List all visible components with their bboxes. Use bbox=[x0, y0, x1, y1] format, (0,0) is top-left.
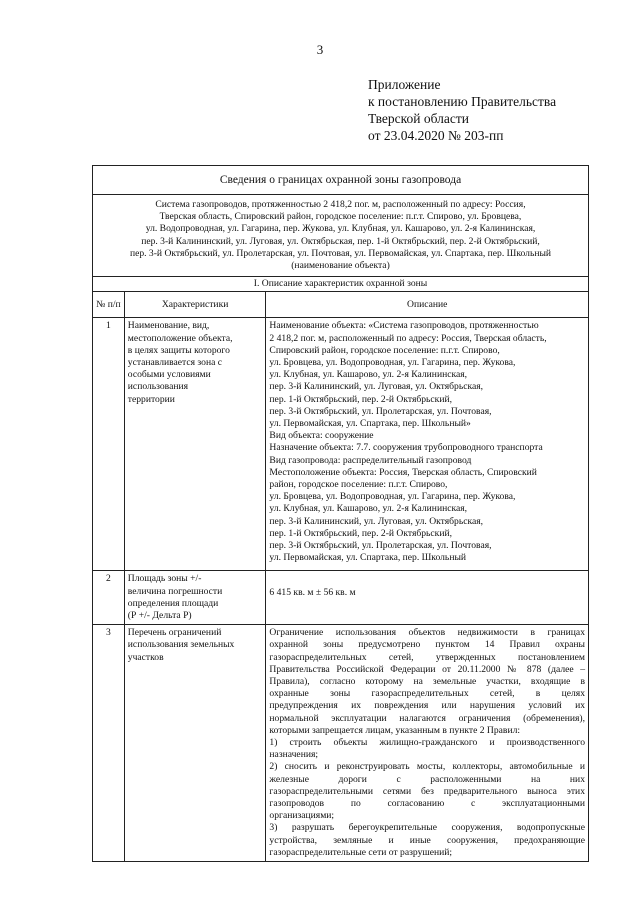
description-line: ул. Клубная, ул. Кашарово, ул. 2-я Калининская, bbox=[269, 503, 468, 515]
characteristic-line: Наименование, вид, bbox=[127, 320, 210, 332]
description-line: железные дороги с расположенными на них bbox=[269, 773, 585, 785]
description-line: Вид газопровода: распределительный газопровод bbox=[269, 454, 472, 466]
section-title: I. Описание характеристик охранной зоны bbox=[93, 277, 589, 292]
description-line: газопроводов по согласованию с эксплуатационными bbox=[269, 798, 585, 810]
appendix-date-number: от 23.04.2020 № 203-пп bbox=[368, 128, 504, 143]
appendix-line: Приложение bbox=[368, 77, 441, 92]
description-line: которыми запрещается лицам, указанным в пункте 2 Правил: bbox=[269, 724, 521, 736]
object-name-line: Тверская область, Спировский район, городское поселение: п.г.т. Спирово, ул. Бровцева, bbox=[159, 211, 522, 223]
description-line: ул. Бровцева, ул. Водопроводная, ул. Гагарина, пер. Жукова, bbox=[269, 357, 516, 369]
description-line: Местоположение объекта: Россия, Тверская область, Спировский bbox=[269, 466, 537, 478]
characteristic-line: территории bbox=[127, 393, 175, 405]
characteristic-line: Перечень ограничений bbox=[127, 627, 222, 639]
description-line: Спировский район, городское поселение: п.г.т. Спирово, bbox=[269, 344, 500, 356]
row-number: 3 bbox=[93, 625, 125, 862]
object-name-line: ул. Водопроводная, ул. Гагарина, пер. Жукова, ул. Клубная, ул. Кашарово, ул. 2-я Калининская, bbox=[145, 223, 536, 235]
description-line: пер. 1-й Октябрьский, пер. 2-й Октябрьский, bbox=[269, 393, 453, 405]
description-line: Назначение объекта: 7.7. сооружения трубопроводного транспорта bbox=[269, 442, 543, 454]
appendix-line: Тверской области bbox=[368, 111, 469, 126]
description-line: назначения; bbox=[269, 749, 319, 761]
characteristic-line: (Р +/- Дельта Р) bbox=[127, 610, 192, 622]
row-description bbox=[266, 571, 589, 625]
description-line: Наименование объекта: «Система газопроводов, протяженностью bbox=[269, 320, 539, 332]
appendix-block bbox=[368, 76, 556, 144]
description-line: ул. Бровцева, ул. Водопроводная, ул. Гагарина, пер. Жукова, bbox=[269, 491, 516, 503]
object-name-caption: (наименование объекта) bbox=[291, 260, 390, 272]
description-line: предупреждения их повреждения или нарушения условий их bbox=[269, 700, 585, 712]
description-line: охранные зоны газораспределительных сетей, в целях bbox=[269, 688, 585, 700]
row-number: 1 bbox=[93, 318, 125, 571]
header-num: № п/п bbox=[93, 292, 125, 318]
row-number: 2 bbox=[93, 571, 125, 625]
table-row bbox=[93, 571, 589, 625]
table-title: Сведения о границах охранной зоны газопровода bbox=[93, 166, 589, 195]
description-line: устройства, земляные и иные сооружения, предохраняющие bbox=[269, 834, 585, 846]
description-line: Ограничение использования объектов недвижимости в границах bbox=[269, 627, 585, 639]
header-characteristic: Характеристики bbox=[124, 292, 266, 318]
protection-zone-table bbox=[92, 165, 589, 862]
table-row bbox=[93, 318, 589, 571]
characteristic-line: местоположение объекта, bbox=[127, 332, 233, 344]
description-line: ул. Первомайская, ул. Спартака, пер. Школьный bbox=[269, 552, 467, 564]
row-description bbox=[266, 318, 589, 571]
description-line: 2) сносить и реконструировать мосты, коллекторы, автомобильные и bbox=[269, 761, 585, 773]
description-line: организациями; bbox=[269, 810, 335, 822]
description-line: пер. 3-й Калининский, ул. Луговая, ул. Октябрьская, bbox=[269, 515, 484, 527]
description-line: газораспределительных сетей, утвержденных постановлением bbox=[269, 651, 585, 663]
characteristic-line: определения площади bbox=[127, 597, 219, 609]
row-description bbox=[266, 625, 589, 862]
description-line: 1) строить объекты жилищно-гражданского и производственного bbox=[269, 737, 585, 749]
characteristic-line: устанавливается зона с bbox=[127, 357, 223, 369]
description-line: 3) разрушать берегоукрепительные сооружения, водопропускные bbox=[269, 822, 585, 834]
object-name-cell bbox=[93, 195, 589, 277]
row-characteristic bbox=[124, 318, 266, 571]
description-line: газораспределительные сети от разрушений; bbox=[269, 846, 453, 858]
characteristic-line: Площадь зоны +/- bbox=[127, 573, 202, 585]
description-line: Правительства Российской Федерации от 20.11.2000 № 878 (далее – bbox=[269, 663, 585, 675]
description-line: газораспределительными сетями без предварительного выноса этих bbox=[269, 785, 585, 797]
object-name-line: Система газопроводов, протяженностью 2 418,2 пог. м, расположенный по адресу: Россия, bbox=[155, 199, 526, 210]
zone-area-value: 6 415 кв. м ± 56 кв. м bbox=[269, 587, 356, 599]
object-name-line: пер. 3-й Октябрьский, ул. Пролетарская, ул. Почтовая, ул. Первомайская, ул. Спартака, пер. Школьный bbox=[129, 247, 552, 259]
row-characteristic bbox=[124, 571, 266, 625]
page-number: 3 bbox=[316, 42, 324, 57]
description-line: пер. 3-й Октябрьский, ул. Пролетарская, ул. Почтовая, bbox=[269, 540, 492, 552]
description-line: Правила), согласно которому на земельные участки, входящие в bbox=[269, 676, 585, 688]
description-line: нормальной эксплуатации налагаются ограничения (обременения), bbox=[269, 712, 585, 724]
appendix-line: к постановлению Правительства bbox=[368, 94, 557, 109]
description-line: район, городское поселение: п.г.т. Спирово, bbox=[269, 479, 448, 491]
characteristic-line: особыми условиями bbox=[127, 369, 211, 381]
table-row bbox=[93, 625, 589, 862]
characteristic-line: использования bbox=[127, 381, 189, 393]
characteristic-line: участков bbox=[127, 651, 164, 663]
description-line: 2 418,2 пог. м, расположенный по адресу: Россия, Тверская область, bbox=[269, 332, 547, 344]
row-characteristic bbox=[124, 625, 266, 862]
characteristic-line: использования земельных bbox=[127, 639, 235, 651]
description-line: пер. 1-й Октябрьский, пер. 2-й Октябрьский, bbox=[269, 527, 453, 539]
object-name-line: пер. 3-й Калининский, ул. Луговая, ул. Октябрьская, пер. 1-й Октябрьский, пер. 2-й Октябрьский, bbox=[141, 235, 540, 247]
characteristic-line: величина погрешности bbox=[127, 585, 223, 597]
description-line: Вид объекта: сооружение bbox=[269, 430, 374, 442]
description-line: ул. Первомайская, ул. Спартака, пер. Школьный» bbox=[269, 418, 471, 430]
description-line: пер. 3-й Октябрьский, ул. Пролетарская, ул. Почтовая, bbox=[269, 405, 492, 417]
characteristic-line: в целях защиты которого bbox=[127, 344, 230, 356]
header-description: Описание bbox=[266, 292, 589, 318]
description-line: охранной зоны предусмотрено пунктом 14 Правил охраны bbox=[269, 639, 585, 651]
description-line: пер. 3-й Калининский, ул. Луговая, ул. Октябрьская, bbox=[269, 381, 484, 393]
description-line: ул. Клубная, ул. Кашарово, ул. 2-я Калининская, bbox=[269, 369, 468, 381]
